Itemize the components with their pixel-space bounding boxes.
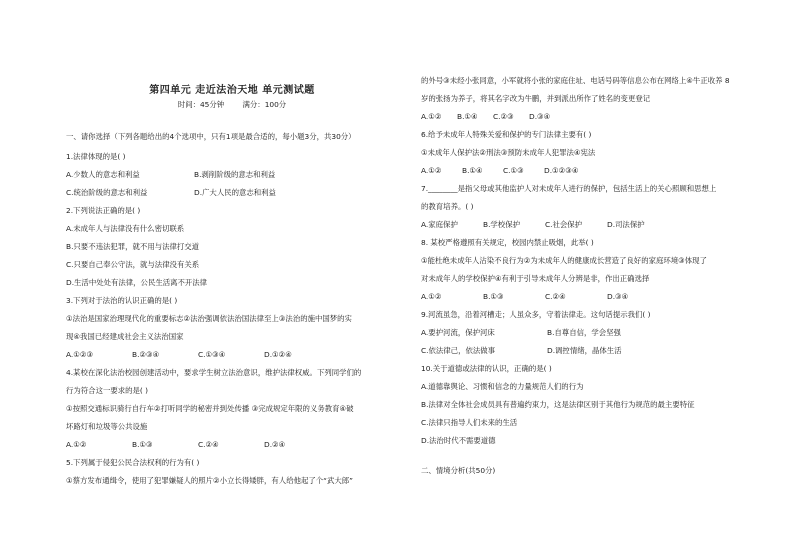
q7-option-c[interactable]: C.社会保护: [545, 220, 583, 229]
q1-stem: 1.法律体现的是( ): [66, 152, 126, 161]
q4-option-d[interactable]: D.②④: [264, 440, 286, 449]
q8-option-d[interactable]: D.③④: [607, 292, 629, 301]
section-2-heading: 二、情境分析(共50分): [421, 466, 496, 475]
q1-options-row2: [66, 187, 276, 198]
q1-options-row1: [66, 169, 275, 180]
q2-option-b[interactable]: B.只要不违法犯罪，就不用与法律打交道: [66, 242, 200, 251]
q4-option-c[interactable]: C.②④: [198, 440, 219, 449]
q3-option-c[interactable]: C.①③④: [198, 350, 226, 359]
q9-option-c[interactable]: C.依法律己，依法做事: [421, 346, 496, 355]
q10-option-c[interactable]: C.法律只指导人们未来的生活: [421, 418, 518, 427]
q1-option-c[interactable]: C.统治阶级的意志和利益: [66, 188, 148, 197]
q6-statement: ①未成年人保护法②刑法③预防未成年人犯罪法④宪法: [421, 148, 596, 157]
q8-statement-1: ①能杜绝未成年人沾染不良行为②为未成年人的健康成长营造了良好的家庭环境③体现了: [421, 256, 707, 265]
q5-option-d[interactable]: D.③④: [529, 112, 551, 121]
section-1-heading: 一、请你选择（下列各题给出的4个选项中，只有1项是最合适的，每小题3分，共30分）: [66, 132, 356, 141]
q5-statement-1: ①蔡方发布通缉令，使用了犯罪嫌疑人的照片②小立长得矮胖，有人给他起了个“武大郎”: [66, 476, 353, 485]
page-title: 第四单元 走近法治天地 单元测试题: [149, 85, 315, 96]
q7-option-b[interactable]: B.学校保护: [483, 220, 520, 229]
q3-option-a[interactable]: A.①②③: [66, 350, 94, 359]
q9-option-d[interactable]: D.调控情绪，晶体生活: [547, 346, 622, 355]
q9-option-b[interactable]: B.自尊自信，学会坚强: [547, 328, 621, 337]
q10-option-b[interactable]: B.法律对全体社会成员具有普遍约束力，这是法律区别于其他行为规范的最主要特征: [421, 400, 695, 409]
q9-stem: 9.河流虽急，沿着河槽走；人虽众多，守着法律走。这句话提示我们( ): [421, 310, 651, 319]
q1-option-d[interactable]: D.广大人民的意志和利益: [194, 188, 276, 197]
q6-option-a[interactable]: A.①②: [421, 166, 442, 175]
q4-options: [66, 439, 285, 450]
q7-option-a[interactable]: A.家庭保护: [421, 220, 458, 229]
q1-option-b[interactable]: B.剥削阶级的意志和利益: [194, 170, 276, 179]
total-score: 满分：100分: [242, 100, 287, 109]
q3-option-b[interactable]: B.②③④: [132, 350, 160, 359]
q8-stem: 8. 某校严格遵照有关规定，校园内禁止吸烟，此举( ): [421, 238, 594, 247]
q10-option-a[interactable]: A.道德靠舆论、习惯和信念的力量规范人们的行为: [421, 382, 584, 391]
q4-option-b[interactable]: B.①③: [132, 440, 153, 449]
q6-option-d[interactable]: D.①②③④: [544, 166, 579, 175]
q2-stem: 2.下列说法正确的是( ): [66, 206, 141, 215]
q3-options: [66, 349, 292, 360]
q1-option-a[interactable]: A.少数人的意志和利益: [66, 170, 140, 179]
q8-options: [421, 291, 628, 302]
q7-options: [421, 219, 645, 230]
q2-option-d[interactable]: D.生活中处处有法律，公民生活离不开法律: [66, 278, 208, 287]
q5-option-b[interactable]: B.①④: [457, 112, 478, 121]
q3-statement-1: ①法治是国家治理现代化的重要标志②法治强调依法治国法律至上③法治的施中国梦的实: [66, 314, 352, 323]
q6-stem: 6.给予未成年人特殊关爱和保护的专门法律主要有( ): [421, 130, 592, 139]
q10-option-d[interactable]: D.法治时代不需要道德: [421, 436, 496, 445]
q8-statement-2: 对未成年人的学校保护④有利于引导未成年人分辨是非，作出正确选择: [421, 274, 650, 283]
q4-stem-cont: 行为符合这一要求的是( ): [66, 386, 149, 395]
q6-options: [421, 165, 579, 176]
q2-option-a[interactable]: A.未成年人与法律没有什么密切联系: [66, 224, 185, 233]
q6-option-b[interactable]: B.①④: [462, 166, 483, 175]
q5-statement-cont-1: 的外号③未经小张同意，小军就将小张的家庭住址、电话号码等信息公布在网络上④牛正收养 8: [421, 76, 730, 85]
q3-stem: 3.下列对于法治的认识正确的是( ): [66, 296, 178, 305]
q5-statement-cont-2: 岁的张扬为养子，将其名字改为牛鹏，并到派出所作了姓名的变更登记: [421, 94, 651, 103]
q9-option-a[interactable]: A.要护河流，保护河床: [421, 328, 495, 337]
q3-statement-2: 现④我国已经建成社会主义法治国家: [66, 332, 184, 341]
q7-stem-cont: 的教育培养。( ): [421, 202, 474, 211]
q10-stem: 10.关于道德或法律的认识，正确的是( ): [421, 364, 552, 373]
q8-option-a[interactable]: A.①②: [421, 292, 442, 301]
q5-option-a[interactable]: A.①②: [421, 112, 442, 121]
q4-option-a[interactable]: A.①②: [66, 440, 87, 449]
q6-option-c[interactable]: C.①③: [503, 166, 524, 175]
exam-meta: [66, 99, 398, 110]
q9-options-row1: [421, 327, 621, 338]
q7-stem: 7.________是指父母或其他监护人对未成年人进行的保护，包括生活上的关心照顾和思想上: [421, 184, 717, 193]
q8-option-b[interactable]: B.①③: [483, 292, 504, 301]
q4-statement-2: 坏路灯和垃圾等公共设施: [66, 422, 148, 431]
q3-option-d[interactable]: D.①②④: [264, 350, 292, 359]
q5-options: [421, 111, 550, 122]
q4-statement-1: ①按照交通标识骑行自行车②打听同学的秘密并到处传播 ③完成规定年限的义务教育④破: [66, 404, 354, 413]
q7-option-d[interactable]: D.司法保护: [607, 220, 645, 229]
q5-option-c[interactable]: C.②③: [493, 112, 514, 121]
q2-option-c[interactable]: C.只要自己奉公守法，就与法律没有关系: [66, 260, 200, 269]
q4-stem: 4.某校在深化法治校园创建活动中，要求学生树立法治意识，维护法律权威。下列同学们的: [66, 368, 362, 377]
q9-options-row2: [421, 345, 622, 356]
q8-option-c[interactable]: C.②④: [545, 292, 566, 301]
time-limit: 时间：45分钟: [177, 100, 225, 109]
q5-stem: 5.下列属于侵犯公民合法权利的行为有( ): [66, 458, 200, 467]
